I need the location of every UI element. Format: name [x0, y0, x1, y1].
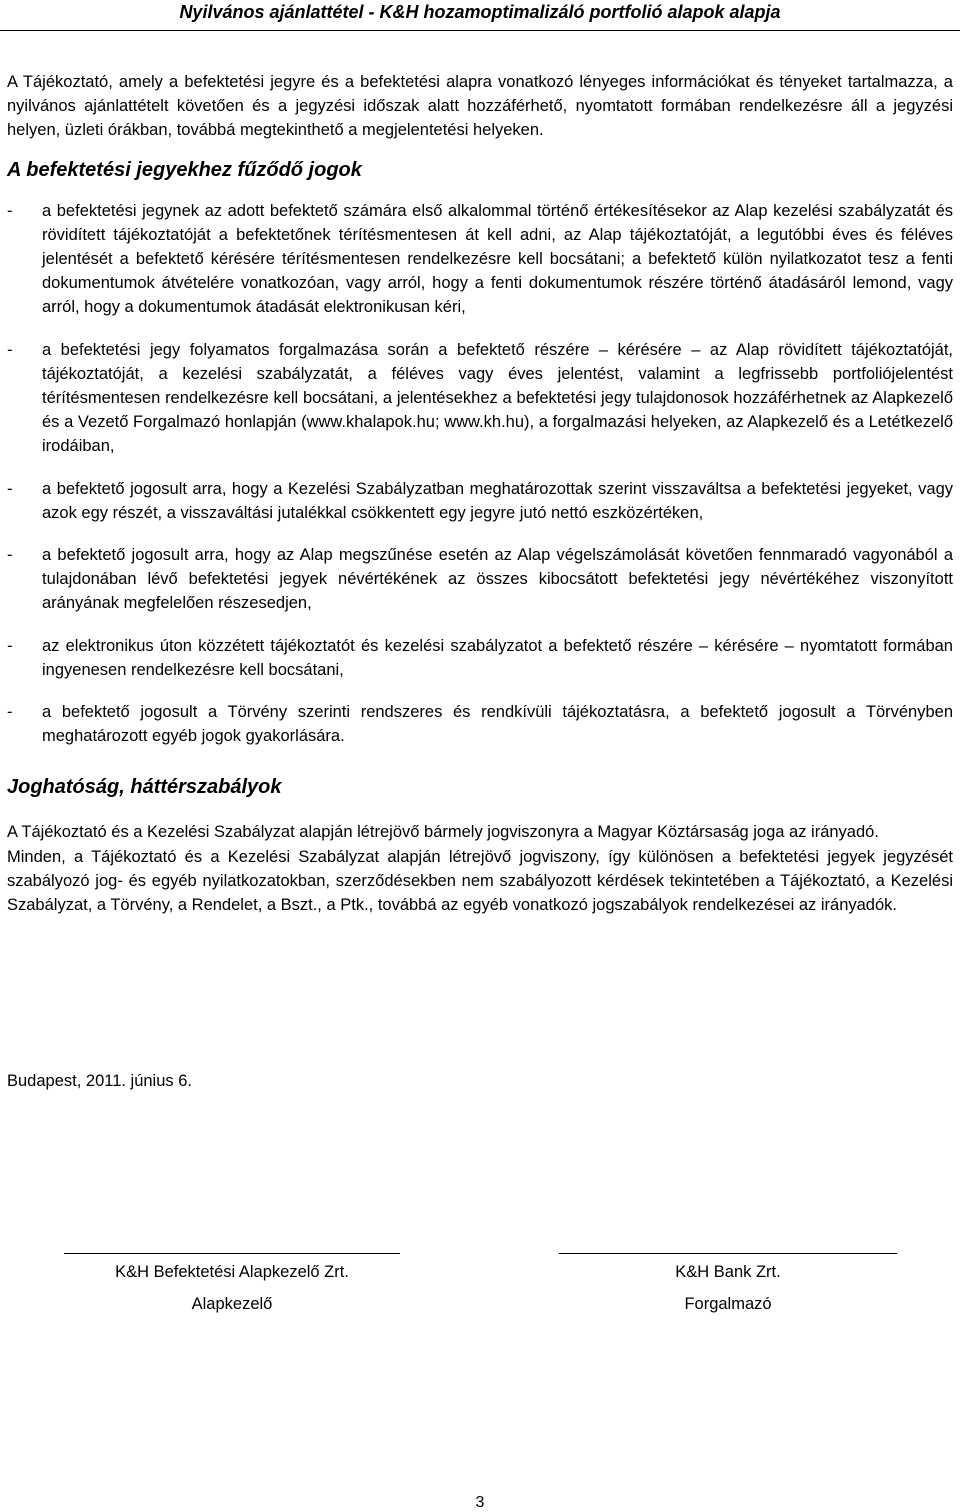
- rights-list-item: - a befektető jogosult arra, hogy az Alap megszűnése esetén az Alap végelszámolását követően fennmaradó vagyonából a tulajdonában lévő befektetési jegyek névértékének az összes kibocsátott befektetési jegy névértékéhez viszonyított arányának megfelelően részesedjen,: [7, 543, 953, 616]
- intro-paragraph: A Tájékoztató, amely a befektetési jegyre és a befektetési alapra vonatkozó lényeges információkat és tényeket tartalmazza, a nyilvános ajánlattételt követően és a jegyzési időszak alatt hozzáférhető, nyomtatott formában rendelkezésre áll a jegyzési helyen, üzleti órákban, továbbá megtekinthető a megjelentetési helyeken.: [7, 73, 953, 140]
- header-divider: [0, 30, 960, 31]
- page-header: [0, 0, 960, 24]
- jurisdiction-paragraph-2: Minden, a Tájékoztató és a Kezelési Szabályzat alapján létrejövő jogviszony, így különösen a befektetési jegyek jegyzését szabályozó jog- és egyéb nyilatkozatokban, szerződésekben nem szabályozott kérdések tekintetében a Tájékoztató, a Kezelési Szabályzat, a Törvény, a Rendelet, a Bszt., a Ptk., továbbá az egyéb vonatkozó jogszabályok rendelkezései az irányadók.: [7, 847, 953, 915]
- rights-list-item: - a befektetési jegynek az adott befektető számára első alkalommal történő értékesítésekor az Alap kezelési szabályzatát és rövidített tájékoztatóját a befektetőnek térítésmentesen át kell adni, az Alap tájékoztatóját, a legutóbbi éves és féléves jelentését a befektető kérésére térítésmentesen rendelkezésre kell bocsátani; a befektető külön nyilatkozatot tesz a fenti dokumentumok átvételére vonatkozóan, vagy arról, hogy a fenti dokumentumok részére történő átadásáról lemond, vagy arról, hogy a dokumentumok átadását elektronikusan kéri,: [7, 199, 953, 320]
- document-body: [7, 70, 953, 917]
- rights-list: [7, 199, 953, 749]
- header-title: Nyilvános ajánlattétel - K&H hozamoptimalizáló portfolió alapok alapja: [179, 2, 781, 22]
- signature-block-right: [559, 1253, 897, 1316]
- jurisdiction-paragraph-1: A Tájékoztató és a Kezelési Szabályzat alapján létrejövő bármely jogviszonyra a Magyar Köztársaság joga az irányadó.: [7, 823, 879, 842]
- signatory-name: K&H Befektetési Alapkezelő Zrt.: [115, 1263, 349, 1281]
- signatory-role: Alapkezelő: [191, 1295, 273, 1313]
- rights-list-item: - a befektetési jegy folyamatos forgalmazása során a befektető részére – kérésére – az Alap rövidített tájékoztatóját, tájékoztatóját, a kezelési szabályzatát, a féléves vagy éves jelentést, valamint a legfrissebb portfoliójelentést térítésmentesen rendelkezésre kell bocsátani, a jelentésekhez a befektetési jegy tulajdonosok hozzáférhetnek az Alapkezelő és a Vezető Forgalmazó honlapján (www.khalapok.hu; www.kh.hu), a forgalmazási helyeken, az Alapkezelő és a Letétkezelő irodáiban,: [7, 338, 953, 459]
- signatory-name: K&H Bank Zrt.: [675, 1263, 781, 1281]
- place-and-date: Budapest, 2011. június 6.: [7, 1072, 192, 1090]
- signatory-role: Forgalmazó: [684, 1295, 772, 1313]
- signature-line: [64, 1253, 400, 1254]
- rights-section-title: A befektetési jegyekhez fűződő jogok: [7, 158, 362, 181]
- rights-list-item: - az elektronikus úton közzétett tájékoztatót és kezelési szabályzatot a befektető részére – kérésére – nyomtatott formában ingyenesen rendelkezésre kell bocsátani,: [7, 634, 953, 682]
- signature-block-left: [64, 1253, 400, 1316]
- rights-list-item: - a befektető jogosult arra, hogy a Kezelési Szabályzatban meghatározottak szerint visszaváltsa a befektetési jegyeket, vagy azok egy részét, a visszaváltási jutalékkal csökkentett egy jegyre jutó nettó eszközértéken,: [7, 477, 953, 525]
- jurisdiction-section-title: Joghatóság, háttérszabályok: [7, 776, 282, 799]
- rights-list-item: - a befektető jogosult a Törvény szerinti rendszeres és rendkívüli tájékoztatásra, a befektető jogosult a Törvényben meghatározott egyéb jogok gyakorlására.: [7, 700, 953, 748]
- page-number: 3: [475, 1494, 485, 1511]
- signature-line: [559, 1253, 897, 1254]
